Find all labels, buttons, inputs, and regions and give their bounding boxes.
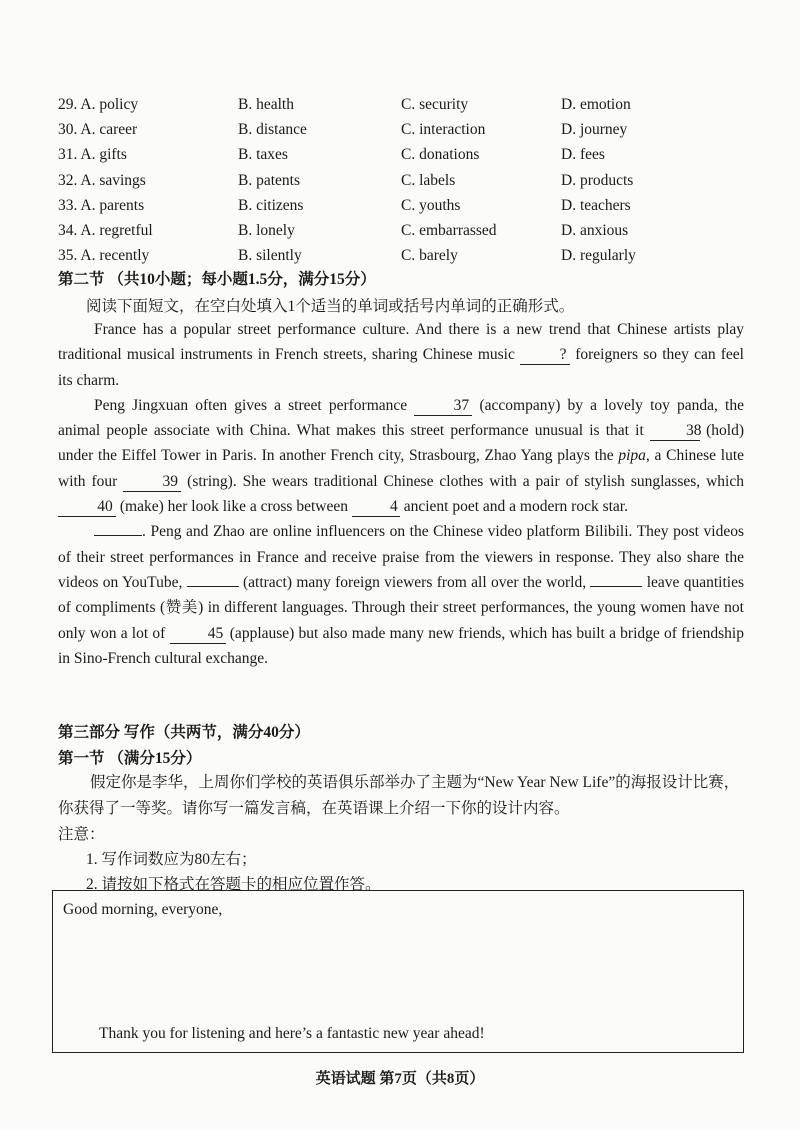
option-c: C. embarrassed [401,222,497,240]
writing-task: 假定你是李华，上周你们学校的英语俱乐部举办了主题为“New Year New Life”的海报设计比赛，你获得了一等奖。请你写一篇发言稿，在英语课上介绍一下你的设计内容。 [58,774,740,817]
option-a: 29. A. policy [58,95,139,113]
passage-paragraph-3: . Peng and Zhao are online influencers on the Chinese video platform Bilibili. They post videos of their street performances in France and receive praise from the viewers in response. They also share the videos on YouTube, (attract) many foreign viewers from all over the world, leave quantities of compliments (赞美) in different languages. Through their street performances, the young women have not only won a lot of 45 (applause) but also made many new friends, which has built a bridge of friendship in Sino-French cultural exchange. [58,523,744,667]
option-b: B. lonely [238,222,295,240]
note-item-2: 2. 请按如下格式在答题卡的相应位置作答。 [86,876,381,893]
blank-43 [187,586,239,587]
option-b: B. taxes [238,146,288,164]
section2-heading: 第二节 （共10小题；每小题1.5分，满分15分） [58,271,376,288]
option-a: 35. A. recently [58,247,150,265]
option-b: B. health [238,95,294,113]
option-c: C. donations [401,146,480,164]
pipa-word: pipa [618,447,646,465]
blank-36: ? [520,346,570,365]
blank-45: 45 [170,625,226,644]
blank-44 [590,586,642,587]
option-row-30 [58,117,758,142]
option-b: B. silently [238,247,302,265]
blank-42 [94,535,142,536]
option-a: 33. A. parents [58,196,145,214]
option-d: D. fees [561,146,605,164]
blank-37: 37 [414,397,472,416]
option-d: D. products [561,171,634,189]
option-row-31 [58,143,758,168]
option-row-29 [58,92,758,117]
option-a: 34. A. regretful [58,222,153,240]
greeting-line: Good morning, everyone, [63,901,223,918]
blank-40: 40 [58,498,116,517]
cloze-options-table [58,92,758,269]
option-row-33 [58,193,758,218]
blank-41: 4 [352,498,400,517]
passage-paragraph-1: France has a popular street performance culture. And there is a new trend that Chinese artists play traditional musical instruments in French streets, sharing Chinese music ? foreigners so they can feel its charm. [58,321,744,389]
option-c: C. labels [401,171,456,189]
note-item-1: 1. 写作词数应为80左右； [86,851,257,868]
page-footer: 英语试题 第7页（共8页） [315,1071,485,1087]
option-a: 31. A. gifts [58,146,127,164]
grammar-passage [58,317,744,671]
option-a: 32. A. savings [58,171,146,189]
option-c: C. interaction [401,120,486,138]
option-b: B. distance [238,120,307,138]
part3-subheading: 第一节 （满分15分） [58,750,202,767]
option-d: D. emotion [561,95,631,113]
option-b: B. citizens [238,196,304,214]
option-a: 30. A. career [58,120,138,138]
blank-39: 39 [123,473,181,492]
note-label: 注意： [58,826,105,843]
option-c: C. barely [401,247,458,265]
option-d: D. teachers [561,196,631,214]
option-d: D. journey [561,120,628,138]
option-row-34 [58,218,758,243]
option-b: B. patents [238,171,300,189]
option-c: C. youths [401,196,461,214]
closing-line: Thank you for listening and here’s a fantastic new year ahead! [99,1025,485,1042]
option-d: D. regularly [561,247,636,265]
section2-instruction: 阅读下面短文，在空白处填入1个适当的单词或括号内单词的正确形式。 [86,298,575,315]
option-c: C. security [401,95,469,113]
passage-paragraph-2: Peng Jingxuan often gives a street performance 37 (accompany) by a lovely toy panda, the animal people associate with China. What makes this street performance unusual is that it 38 (hold) under the Eiffel Tower in Paris. In another French city, Strasbourg, Zhao Yang plays the pipa, a Chinese lute with four 39 (string). She wears traditional Chinese clothes with a pair of stylish sunglasses, which 40 (make) her look like a cross between 4 ancient poet and a modern rock star. [58,396,745,516]
part3-heading: 第三部分 写作（共两节，满分40分） [58,724,310,741]
option-row-35 [58,244,758,269]
blank-38: 38 [650,422,700,441]
option-row-32 [58,168,758,193]
answer-box [52,890,744,1053]
option-d: D. anxious [561,222,629,240]
